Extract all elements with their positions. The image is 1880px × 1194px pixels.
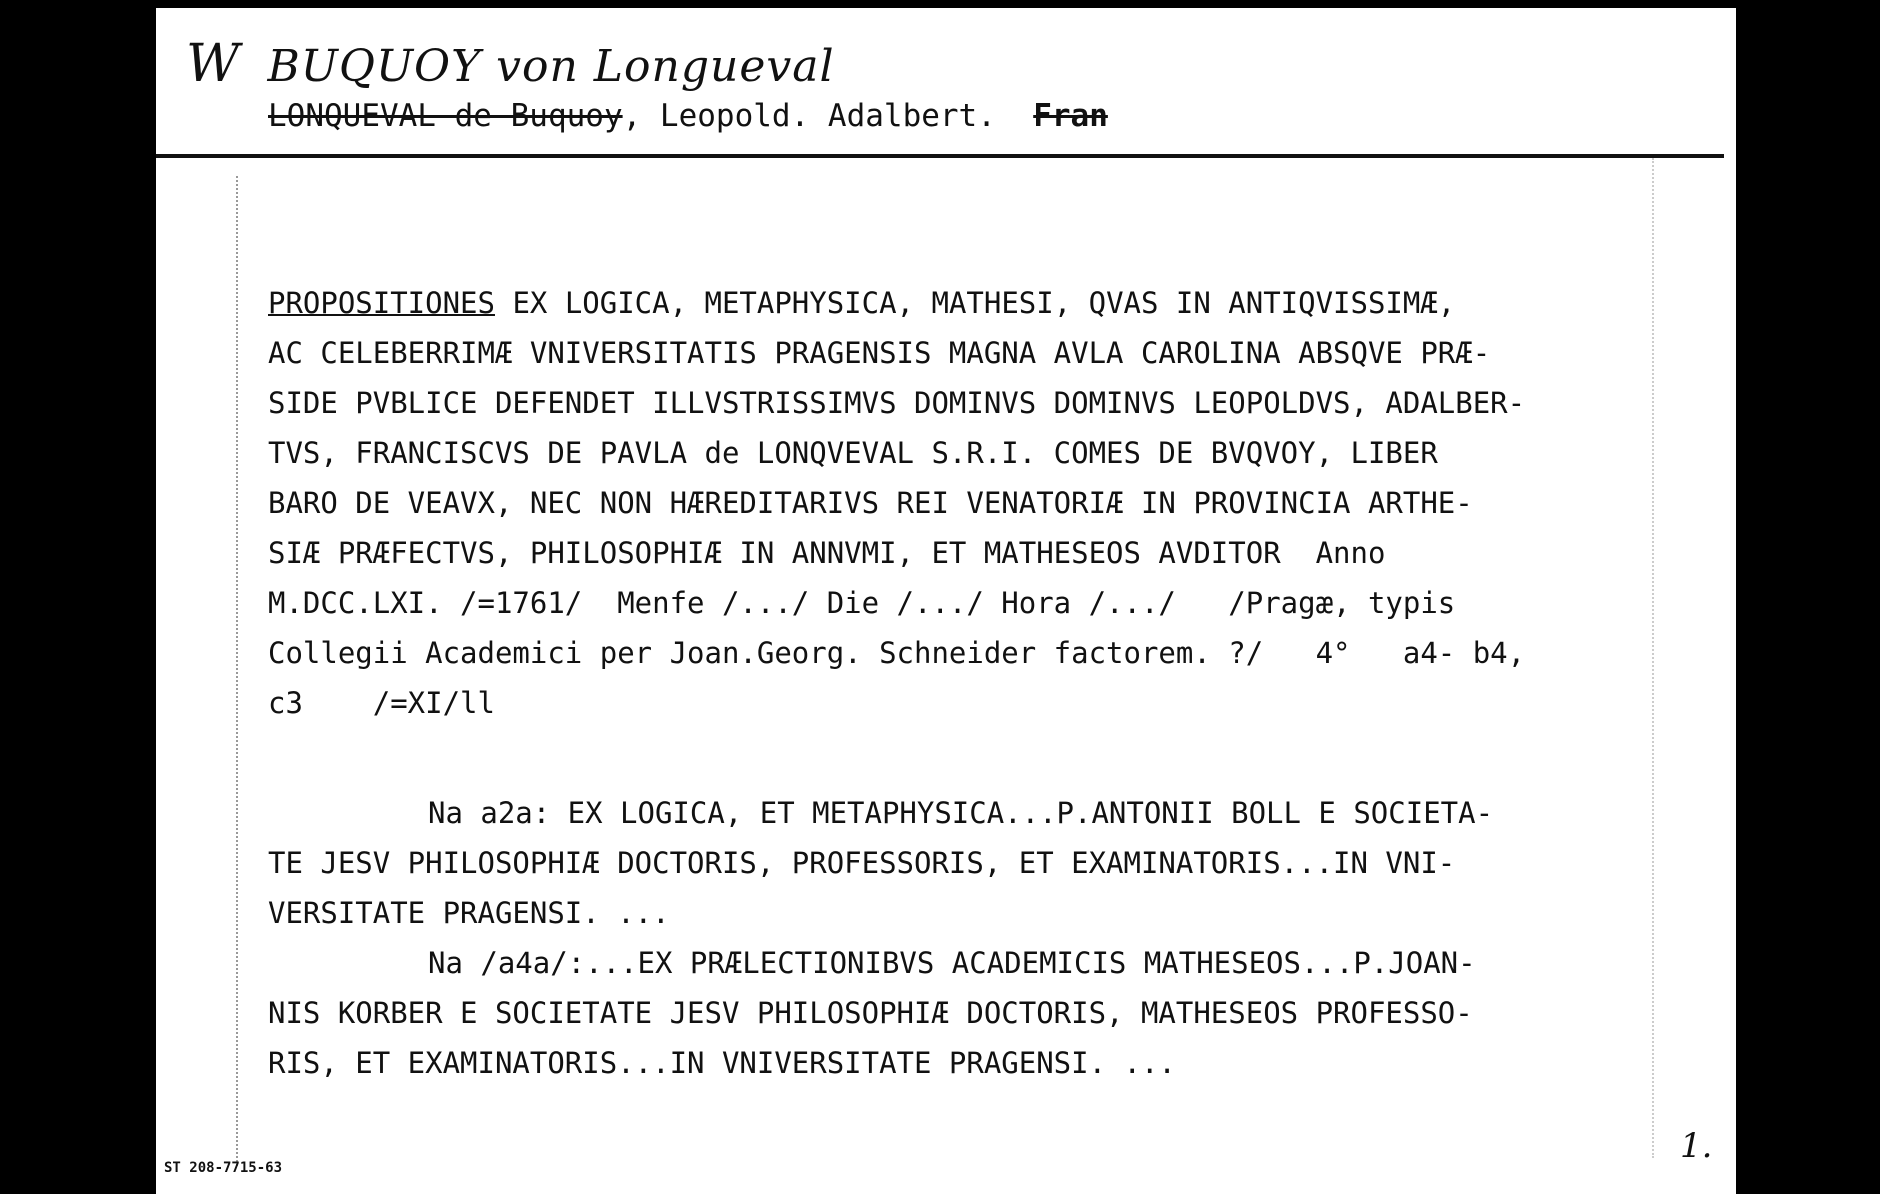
first-word: PROPOSITIONES bbox=[268, 286, 495, 320]
name-rest: , Leopold. Adalbert. bbox=[622, 98, 996, 134]
header-rule bbox=[156, 154, 1724, 158]
note1-line-1: Na a2a: EX LOGICA, ET METAPHYSICA...P.ANTONII BOLL E SOCIETA- bbox=[428, 796, 1494, 830]
left-margin-line bbox=[236, 176, 238, 1166]
card-header bbox=[156, 8, 1736, 158]
handwritten-heading bbox=[186, 34, 835, 94]
handwritten-mark: W bbox=[186, 34, 241, 94]
spacer bbox=[268, 728, 1708, 788]
note2-line-1: Na /a4a/:...EX PRÆLECTIONIBVS ACADEMICIS MATHESEOS...P.JOAN- bbox=[428, 946, 1476, 980]
typed-heading bbox=[268, 98, 1108, 134]
struck-short: Fran bbox=[1033, 98, 1108, 134]
note2-line-3: RIS, ET EXAMINATORIS...IN VNIVERSITATE PRAGENSI. ... bbox=[268, 1046, 1176, 1080]
body-line-2: AC CELEBERRIMÆ VNIVERSITATIS PRAGENSIS MAGNA AVLA CAROLINA ABSQVE PRÆ- bbox=[268, 336, 1491, 370]
body-line-8: Collegii Academici per Joan.Georg. Schneider factorem. ?/ 4° a4- b4, bbox=[268, 636, 1526, 670]
body-line-1: PROPOSITIONES EX LOGICA, METAPHYSICA, MATHESI, QVAS IN ANTIQVISSIMÆ, bbox=[268, 286, 1456, 320]
handwritten-title: BUQUOY von Longueval bbox=[267, 41, 835, 92]
card-code: ST 208-7715-63 bbox=[164, 1160, 283, 1176]
body-line-6: SIÆ PRÆFECTVS, PHILOSOPHIÆ IN ANNVMI, ET MATHESEOS AVDITOR Anno bbox=[268, 536, 1386, 570]
note1-line-3: VERSITATE PRAGENSI. ... bbox=[268, 896, 670, 930]
body-line-9: c3 /=XI/ll bbox=[268, 686, 495, 720]
catalog-card bbox=[156, 8, 1736, 1194]
struck-name: LONQUEVAL de Buquoy bbox=[268, 98, 623, 134]
body-line-5: BARO DE VEAVX, NEC NON HÆREDITARIVS REI VENATORIÆ IN PROVINCIA ARTHE- bbox=[268, 486, 1473, 520]
body-line-4: TVS, FRANCISCVS DE PAVLA de LONQVEVAL S.R.I. COMES DE BVQVOY, LIBER bbox=[268, 436, 1438, 470]
note2-line-2: NIS KORBER E SOCIETATE JESV PHILOSOPHIÆ DOCTORIS, MATHESEOS PROFESSO- bbox=[268, 996, 1473, 1030]
note1-line-2: TE JESV PHILOSOPHIÆ DOCTORIS, PROFESSORIS, ET EXAMINATORIS...IN VNI- bbox=[268, 846, 1456, 880]
body-line-7: M.DCC.LXI. /=1761/ Menfe /.../ Die /.../ Hora /.../ /Pragæ, typis bbox=[268, 586, 1456, 620]
body-line-3: SIDE PVBLICE DEFENDET ILLVSTRISSIMVS DOMINVS DOMINVS LEOPOLDVS, ADALBER- bbox=[268, 386, 1526, 420]
page-number: 1. bbox=[1680, 1126, 1713, 1166]
card-body bbox=[268, 278, 1708, 1088]
